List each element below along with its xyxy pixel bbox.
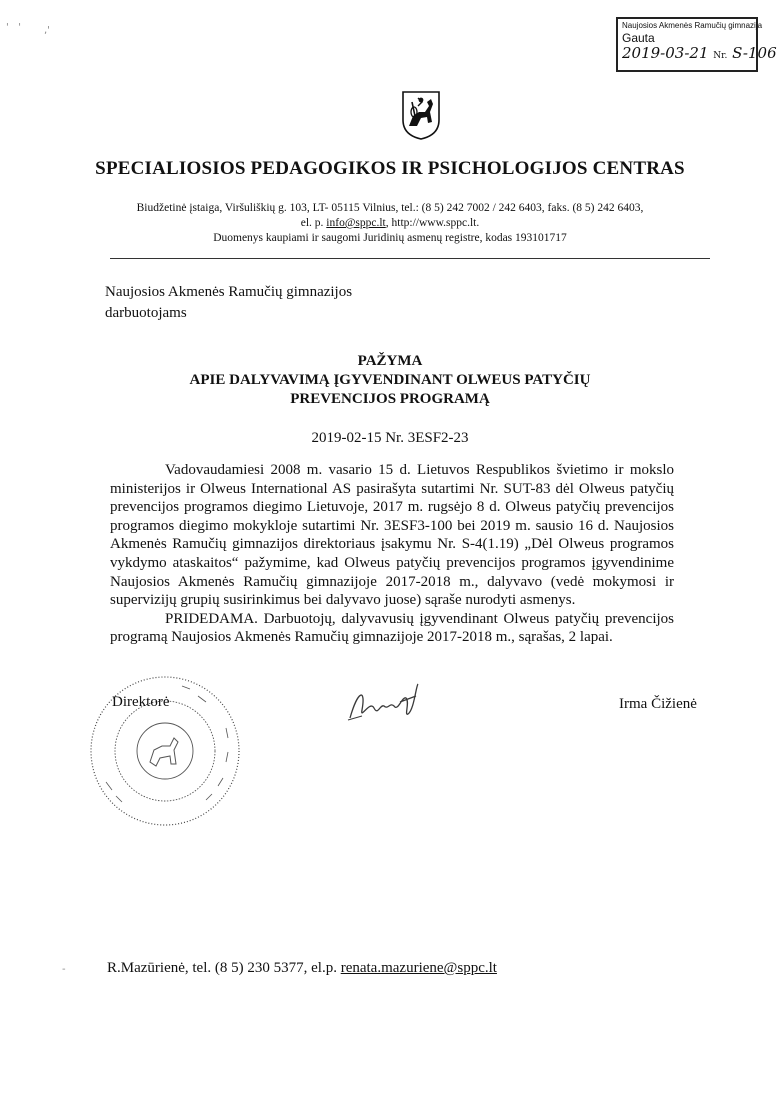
footer-contact-text: R.Mazūrienė, tel. (8 5) 230 5377, el.p.: [107, 960, 341, 976]
stamp-school: Naujosios Akmenės Ramučių gimnazija: [622, 21, 763, 30]
document-body: [110, 461, 674, 647]
org-info-line1: Biudžetinė įstaiga, Viršuliškių g. 103, LT- 05115 Vilnius, tel.: (8 5) 242 7002 / 242 6403, faks. (8 5) 242 6403,: [136, 202, 644, 214]
recipient-line2: darbuotojams: [105, 305, 187, 321]
document-title: [0, 352, 780, 409]
org-email-prefix: el. p.: [300, 217, 327, 229]
stamp-label: Gauta: [622, 31, 655, 45]
stamp-date-number: [622, 44, 777, 62]
org-info-line3: Duomenys kaupiami ir saugomi Juridinių asmenų registre, kodas 193101717: [213, 232, 567, 244]
stamp-number: S-106: [732, 44, 777, 62]
org-email-link[interactable]: info@sppc.lt: [326, 217, 386, 229]
scan-artifact: ,': [44, 25, 50, 36]
org-info: [0, 201, 780, 246]
body-paragraph: Vadovaudamiesi 2008 m. vasario 15 d. Lietuvos Respublikos švietimo ir mokslo ministerijos ir Olweus International AS pasirašyta sutartimi Nr. SUT-83 dėl Olweus patyčių prevencijos programos diegimo Lietuvoje, 2017 m. rugsėjo 8 d. Olweus patyčių prevencijos programos diegimo mokykloje sutartimi Nr. 3ESF3-100 bei 2019 m. sausio 16 d. Naujosios Akmenės Ramučių gimnazijos direktoriaus įsakymu Nr. S-4(1.19) „Dėl Olweus programos vykdymo ataskaitos“ pažymime, kad Olweus patyčių prevencijos programos įgyvendinime Naujosios Akmenės Ramučių gimnazijoje 2017-2018 m., dalyvavo (vedė mokymosi ir supervizijų grupių susirinkimus bei dalyvavo juose) sąraše nurodyti asmenys.: [110, 462, 674, 609]
document-date-number: 2019-02-15 Nr. 3ESF2-23: [311, 430, 469, 446]
received-stamp: [616, 17, 777, 72]
title-line3: PREVENCIJOS PROGRAMĄ: [290, 391, 490, 407]
signatory-name: Irma Čižienė: [619, 696, 697, 712]
org-name: SPECIALIOSIOS PEDAGOGIKOS IR PSICHOLOGIJOS CENTRAS: [95, 158, 685, 179]
signatory-position: Direktorė: [112, 694, 170, 710]
recipient-line1: Naujosios Akmenės Ramučių gimnazijos: [105, 284, 353, 300]
footer-contact: [107, 960, 497, 977]
header-divider: [110, 258, 710, 259]
org-info-line2: [0, 216, 780, 231]
scan-artifact: ' ': [6, 22, 22, 33]
handwritten-signature: [344, 680, 424, 724]
coat-of-arms-icon: [401, 90, 441, 140]
footer-email-link[interactable]: renata.mazuriene@sppc.lt: [340, 960, 497, 976]
stamp-no-label: Nr.: [713, 51, 728, 61]
stamp-date: 2019-03-21: [622, 44, 709, 62]
recipient: [105, 282, 352, 324]
title-line2: APIE DALYVAVIMĄ ĮGYVENDINANT OLWEUS PATYČIŲ: [189, 372, 591, 388]
title-line1: PAŽYMA: [357, 353, 423, 369]
body-paragraph: PRIDEDAMA. Darbuotojų, dalyvavusių įgyvendinant Olweus patyčių prevencijos programą Naujosios Akmenės Ramučių gimnazijoje 2017-2018 m., sąrašas, 2 lapai.: [110, 610, 674, 646]
org-website: , http://www.sppc.lt.: [385, 217, 480, 229]
scan-artifact: -: [62, 964, 66, 975]
